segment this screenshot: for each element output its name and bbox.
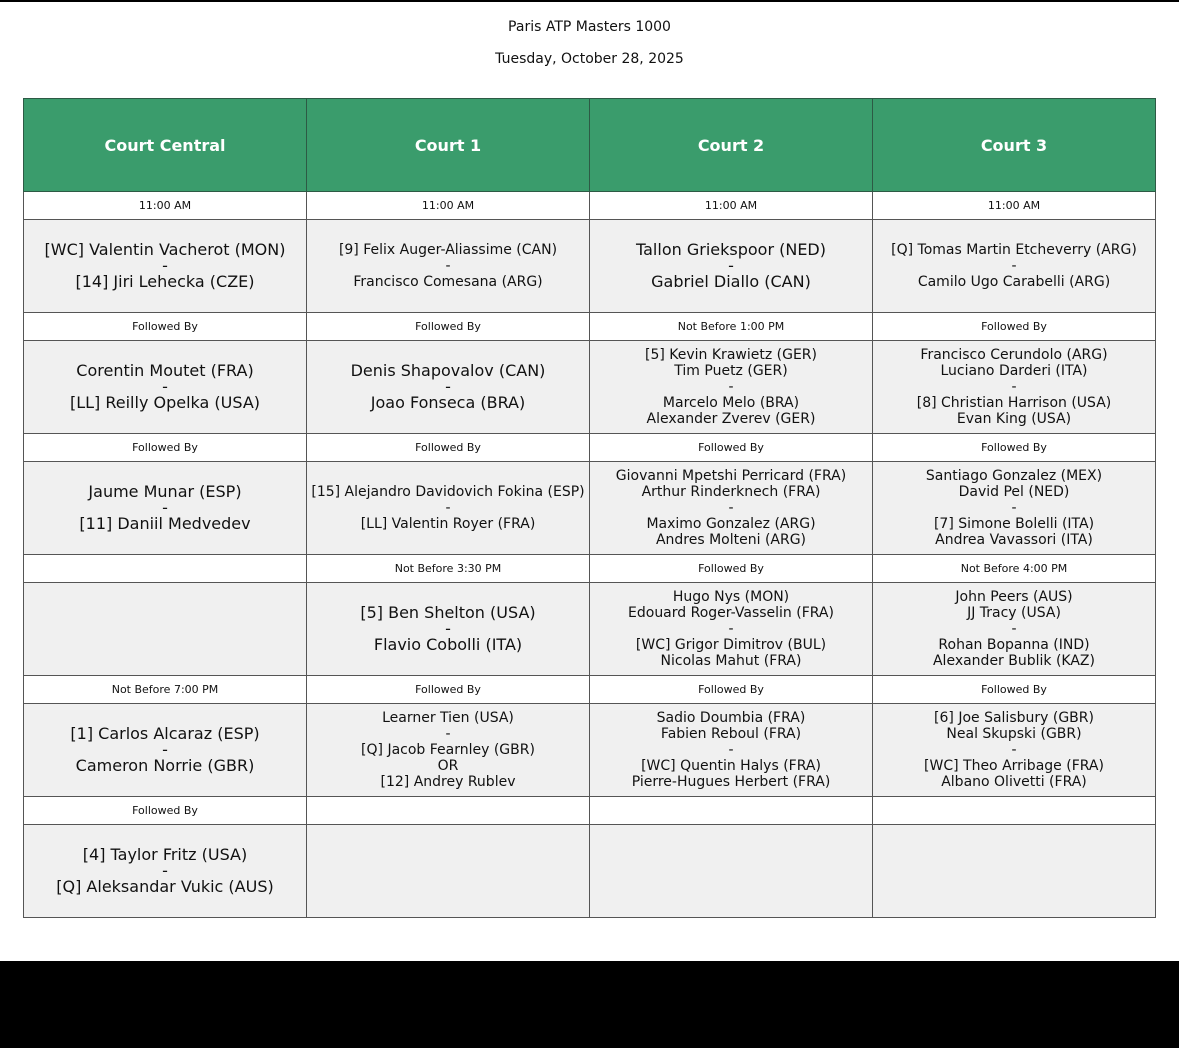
match-row [24,825,1156,918]
versus-separator: - [445,726,451,742]
match-row [24,341,1156,434]
versus-separator: - [445,619,451,638]
court-header-row [24,99,1156,192]
match-time [873,797,1156,825]
player-name: [9] Felix Auger-Aliassime (CAN) [338,242,558,258]
match-time: Not Before 7:00 PM [24,676,307,704]
player-name: Santiago Gonzalez (MEX) [925,468,1103,484]
match-cell [24,704,307,797]
versus-separator: - [1011,742,1017,758]
time-row [24,192,1156,220]
match-time: Not Before 1:00 PM [590,313,873,341]
versus-separator: - [728,500,734,516]
match-cell [590,704,873,797]
match-time: Followed By [590,676,873,704]
time-row [24,434,1156,462]
match-time: Followed By [873,434,1156,462]
player-name: [WC] Quentin Halys (FRA) [641,758,821,774]
time-row [24,797,1156,825]
player-name: Alexander Bublik (KAZ) [932,653,1095,669]
versus-separator: - [1011,379,1017,395]
player-name: Corentin Moutet (FRA) [76,361,254,380]
match-cell [873,462,1156,555]
match-cell [873,704,1156,797]
tournament-title: Paris ATP Masters 1000 [508,19,671,35]
player-name: [5] Ben Shelton (USA) [360,603,536,622]
match-time: Followed By [873,676,1156,704]
match-cell [873,583,1156,676]
versus-separator: - [162,256,168,275]
schedule-body [24,192,1156,918]
player-name: [Q] Jacob Fearnley (GBR) [361,742,535,758]
match-time: 11:00 AM [590,192,873,220]
match-cell [873,220,1156,313]
empty-match-cell [590,825,873,918]
player-name: Jaume Munar (ESP) [88,482,242,501]
player-name: John Peers (AUS) [955,589,1073,605]
match-cell [24,341,307,434]
player-name: [15] Alejandro Davidovich Fokina (ESP) [311,484,585,500]
player-name: Joao Fonseca (BRA) [370,393,526,412]
player-name: OR [437,758,459,774]
player-name: Evan King (USA) [956,411,1072,427]
player-name: [5] Kevin Krawietz (GER) [645,347,817,363]
match-time: Followed By [590,555,873,583]
match-cell [307,704,590,797]
versus-separator: - [162,861,168,880]
match-time: Followed By [307,313,590,341]
match-row [24,220,1156,313]
match-cell [307,341,590,434]
player-name: [WC] Theo Arribage (FRA) [924,758,1104,774]
player-name: Marcelo Melo (BRA) [662,395,800,411]
match-time: 11:00 AM [307,192,590,220]
player-name: [LL] Valentin Royer (FRA) [360,516,536,532]
versus-separator: - [1011,258,1017,274]
versus-separator: - [445,500,451,516]
player-name: Alexander Zverev (GER) [646,411,816,427]
court-header-central: Court Central [24,99,307,192]
match-cell [24,462,307,555]
player-name: Tim Puetz (GER) [674,363,788,379]
player-name: Gabriel Diallo (CAN) [651,272,811,291]
player-name: [11] Daniil Medvedev [79,514,251,533]
match-time: Followed By [307,434,590,462]
player-name: Francisco Cerundolo (ARG) [920,347,1108,363]
player-name: Giovanni Mpetshi Perricard (FRA) [615,468,847,484]
player-name: Albano Olivetti (FRA) [941,774,1087,790]
player-name: Rohan Bopanna (IND) [938,637,1090,653]
match-cell [307,462,590,555]
empty-match-cell [24,583,307,676]
match-cell [590,341,873,434]
match-time [590,797,873,825]
player-name: David Pel (NED) [958,484,1070,500]
versus-separator: - [445,258,451,274]
versus-separator: - [728,742,734,758]
player-name: [7] Simone Bolelli (ITA) [933,516,1095,532]
player-name: Arthur Rinderknech (FRA) [641,484,821,500]
match-cell [307,220,590,313]
match-time [307,797,590,825]
court-header-3: Court 3 [873,99,1156,192]
empty-match-cell [873,825,1156,918]
match-time: Followed By [307,676,590,704]
player-name: Fabien Reboul (FRA) [660,726,802,742]
empty-match-cell [307,825,590,918]
player-name: [LL] Reilly Opelka (USA) [69,393,261,412]
player-name: Andrea Vavassori (ITA) [935,532,1093,548]
player-name: Luciano Darderi (ITA) [940,363,1088,379]
match-cell [24,220,307,313]
versus-separator: - [728,621,734,637]
match-row [24,704,1156,797]
match-time: Followed By [24,797,307,825]
court-header-2: Court 2 [590,99,873,192]
order-of-play-table [23,98,1156,918]
player-name: [WC] Valentin Vacherot (MON) [44,240,286,259]
versus-separator: - [162,740,168,759]
versus-separator: - [728,256,734,275]
player-name: [Q] Tomas Martin Etcheverry (ARG) [891,242,1137,258]
match-cell [590,462,873,555]
match-time: 11:00 AM [24,192,307,220]
time-row [24,555,1156,583]
match-row [24,462,1156,555]
player-name: JJ Tracy (USA) [967,605,1061,621]
match-time: Followed By [24,434,307,462]
versus-separator: - [162,377,168,396]
match-cell [24,825,307,918]
match-time: Not Before 4:00 PM [873,555,1156,583]
court-header-1: Court 1 [307,99,590,192]
player-name: [12] Andrey Rublev [380,774,516,790]
player-name: [4] Taylor Fritz (USA) [82,845,248,864]
time-row [24,676,1156,704]
match-time [24,555,307,583]
match-cell [307,583,590,676]
match-cell [873,341,1156,434]
player-name: [14] Jiri Lehecka (CZE) [75,272,255,291]
player-name: [8] Christian Harrison (USA) [916,395,1112,411]
schedule-date: Tuesday, October 28, 2025 [495,51,684,67]
player-name: [WC] Grigor Dimitrov (BUL) [635,637,827,653]
player-name: Sadio Doumbia (FRA) [656,710,806,726]
player-name: Francisco Comesana (ARG) [353,274,543,290]
player-name: Edouard Roger-Vasselin (FRA) [628,605,834,621]
player-name: Hugo Nys (MON) [672,589,790,605]
player-name: Andres Molteni (ARG) [655,532,807,548]
player-name: Pierre-Hugues Herbert (FRA) [631,774,831,790]
player-name: [1] Carlos Alcaraz (ESP) [70,724,260,743]
player-name: Cameron Norrie (GBR) [75,756,255,775]
player-name: Tallon Griekspoor (NED) [636,240,826,259]
match-time: Followed By [24,313,307,341]
versus-separator: - [728,379,734,395]
time-row [24,313,1156,341]
versus-separator: - [1011,621,1017,637]
player-name: Maximo Gonzalez (ARG) [646,516,816,532]
match-cell [590,220,873,313]
player-name: Nicolas Mahut (FRA) [660,653,802,669]
versus-separator: - [162,498,168,517]
schedule-page [0,2,1179,961]
versus-separator: - [445,377,451,396]
player-name: [Q] Aleksandar Vukic (AUS) [56,877,274,896]
player-name: [6] Joe Salisbury (GBR) [934,710,1094,726]
player-name: Flavio Cobolli (ITA) [373,635,523,654]
versus-separator: - [1011,500,1017,516]
match-time: Followed By [873,313,1156,341]
match-time: Followed By [590,434,873,462]
player-name: Neal Skupski (GBR) [946,726,1082,742]
match-row [24,583,1156,676]
player-name: Learner Tien (USA) [382,710,514,726]
player-name: Camilo Ugo Carabelli (ARG) [917,274,1111,290]
player-name: Denis Shapovalov (CAN) [350,361,546,380]
match-cell [590,583,873,676]
match-time: Not Before 3:30 PM [307,555,590,583]
match-time: 11:00 AM [873,192,1156,220]
